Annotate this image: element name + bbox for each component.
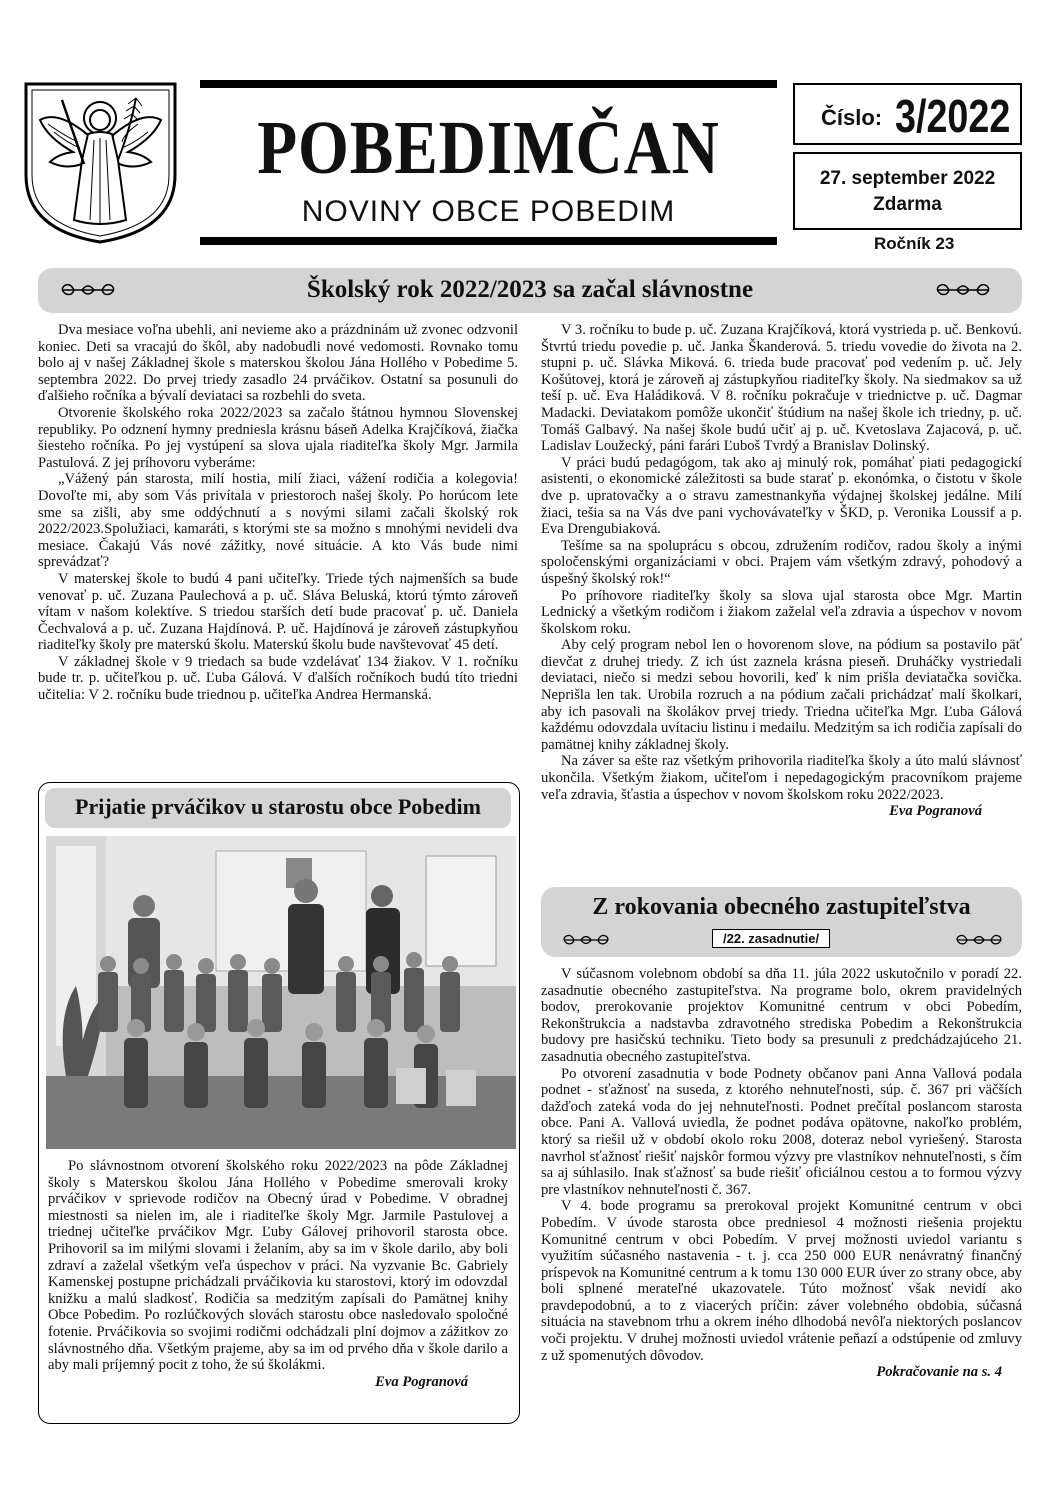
issue-price: Zdarma: [873, 194, 942, 215]
paragraph: Dva mesiace voľna ubehli, ani nevieme ako a prázdninám už zvonec odzvonil koniec. Deti sa vracajú do škôl, aby nadobudli nové vedomosti. Rovnako tomu bolo aj v našej Základnej škole s materskou školou Jána Hollého v Pobedime 5. septembra 2022. Do prvej triedy zasadlo 24 prváčikov. Ostatní sa posunuli do ďalšieho ročníka a bývalí deviataci sa rozbehli do sveta.: [38, 322, 518, 405]
newspaper-title: POBEDIMČAN: [257, 106, 720, 190]
date-box: [793, 152, 1022, 230]
paragraph: V materskej škole to budú 4 pani učiteľky. Triede tých najmenších sa bude venovať p. uč. Zuzana Paulechová a p. uč. Sláva Beluská, ktorú týmto zároveň vítam v našom kolektíve. S triedou starších detí bude pracovať p. uč. Daniela Čechvalová a p. uč. Zuzana Hajdínová. P. uč. Hajdínová je zároveň zástupkyňou riaditeľky školy pre materskú školu. Materskú školu bude navštevovať 45 detí.: [38, 570, 518, 654]
scroll-ornament-icon: [935, 280, 991, 300]
council-article-title: Z rokovania obecného zastupiteľstva: [592, 894, 971, 920]
masthead-top-rule: [200, 80, 777, 88]
newspaper-subtitle: NOVINY OBCE POBEDIM: [301, 195, 676, 228]
scroll-ornament-icon: [562, 931, 610, 949]
paragraph: V 4. bode programu sa prerokoval projekt Komunitné centrum v obci Pobedím. V úvode starosta obce predniesol 4 možnosti riešenia projektu Komunitné centrum v obci Pobedím. V prvej možnosti uviedol variantu s využitím súčasného nastavenia - t. j. cca 250 000 EUR nenávratný finančný príspevok na Komunitné centrum a k tomu 130 000 EUR úver zo strany obce, aby boli splnené merateľné ukazovatele. Túto možnosť však nevidí ako pravdepodobnú, a to z viacerých príčin: záver volebného obdobia, súčasná situácia na stavebnom trhu a okrem iného dlhodobá nevôľa niektorých poslancov voči projektu. V druhej možnosti uviedol vrátenie peňazí a odstúpenie od zmluvy z už spomenutých dôvodov.: [541, 1198, 1022, 1364]
paragraph: V základnej škole v 9 triedach sa bude vzdelávať 134 žiakov. V 1. ročníku bude tr. p. učiteľkou p. uč. Ľuba Gálová. V ďalších ročníkoch budú títo triedni učitelia: V 2. ročníku bude triednou p. učiteľka Andrea Hermanská.: [38, 653, 518, 704]
paragraph: V práci budú pedagógom, tak ako aj minulý rok, pomáhať piati pedagogickí asistenti, o ekonomické záležitosti sa bude starať p. ekonómka, o čistotu v škole dve p. upratovačky a o stravu zamestnankyňa výdajnej školskej jedálne. Milí žiaci, tešia sa na Vás dve pani vychovávateľky v ŠKD, p. Veronika Loussif a p. Eva Drengubiaková.: [541, 454, 1022, 538]
paragraph: Po slávnostnom otvorení školského roku 2022/2023 na pôde Základnej školy s Materskou školou Jána Hollého v Pobedime smerovali kroky prváčikov v sprievode rodičov na Obecný úrad v Pobedime. V obradnej miestnosti sa nielen im, ale i riaditeľke školy Mgr. Jarmile Pastulovej a triednej učiteľke prváčikov Mgr. Ľuby Gálovej prihovoril starosta obce. Prihovoril sa im milými slovami i želaním, aby sa im v škole darilo, aby boli zdraví a zaželal všetkým veľa úspechov v práci. Na vyzvanie Bc. Gabriely Kamenskej postupne prichádzali prváčikovia ku starostovi, ktorý im odovzdal knižku a malú sladkosť. Rodičia sa medzitým zapísali do Pamätnej knihy Obce Pobedim. Po rozlúčkových slovách starostu obce nasledovalo spoločné fotenie. Prváčikovia so svojimi rodičmi odchádzali plní dojmov a zážitkov zo slávnostného dňa. Všetkým prajeme, aby sa im od prvého dňa v škole darilo a aby mali príjemný pocit z toho, že sú školákmi.: [48, 1158, 508, 1374]
paragraph: Tešíme sa na spoluprácu s obcou, združením rodičov, radou školy a inými spoločenskými organizáciami v obci. Prajem vám všetkým zdravý, pohodový a úspešný školský rok!“: [541, 537, 1022, 587]
angel-crest-icon: [18, 80, 183, 245]
issue-date: 27. september 2022: [819, 168, 996, 189]
paragraph: Na záver sa ešte raz všetkým prihovorila riaditeľka školy a úto malú slávnosť ukončila. Všetkým žiakom, učiteľom i nepedagogickým pracovníkom prajeme veľa zdravia, šťastia a úspechov v novom školskom roku 2022/2023.: [541, 753, 1022, 803]
box-article-signature: Eva Pogranová: [375, 1373, 468, 1390]
main-article-title: Školský rok 2022/2023 sa začal slávnostne: [306, 276, 754, 303]
issue-box: [793, 83, 1022, 145]
main-article-left-column: [38, 322, 518, 704]
issue-number: 3/2022: [895, 90, 1011, 142]
scroll-ornament-icon: [60, 280, 116, 300]
paragraph: „Vážený pán starosta, milí hostia, milí žiaci, vážení rodičia a kolegovia! Dovoľte mi, aby som Vás privítala v priestoroch našej školy. Po horúcom lete sme sa zišli, aby sme oddýchnutí a s novými silami začali školský rok 2022/2023.Spolužiaci, kamaráti, s ktorými ste sa možno s mnohými nevideli dva mesiace. Čakajú Vás nové zážitky, nové situácie. A kto Vás bude nimi sprevádzať?: [38, 471, 518, 571]
paragraph: Aby celý program nebol len o hovorenom slove, na pódium sa postavilo päť dievčat z druhej triedy. Z ich úst zaznela krásna pieseň. Druháčky vystriedali deviataci, niečo si medzi sebou hovorili, keď k nim prišla deviatačka sovička. Neprišla len tak. Urobila rozruch a na pódium začali prichádzať malí školkari, aby ich pasovali na školákov prvej triedy. Triedna učiteľka Mgr. Ľuba Gálová každému odovzdala uvítaciu listinu i medailu. Medzitým sa ich rodičia zapísali do pamätnej knihy základnej školy.: [541, 637, 1022, 753]
masthead-bottom-rule: [200, 237, 777, 245]
group-photo-icon: [46, 836, 516, 1149]
main-article-right-column: [541, 322, 1022, 820]
issue-label: Číslo:: [821, 105, 883, 130]
continued-link[interactable]: Pokračovanie na s. 4: [876, 1364, 1002, 1381]
main-article-signature: Eva Pogranová: [889, 803, 982, 820]
scroll-ornament-icon: [955, 931, 1003, 949]
box-article-body: [48, 1158, 508, 1390]
council-article-column: [541, 966, 1022, 1381]
paragraph: Po otvorení zasadnutia v bode Podnety občanov pani Anna Vallová podala podnet - sťažnosť na suseda, z ktorého nehnuteľnosti, súp. č. 367 pri väčších dažďoch zateká voda do jej nehnuteľnosti. Podnet prečítal poslancom starosta obce. Pani A. Vallová uviedla, že podnet podáva opätovne, nakoľko problém, ktorý sa riešil už v období okolo roku 2008, doteraz nebol vyriešený. Starosta navrhol sťažnosť riešiť najskôr formou výzvy pre vlastníkov nehnuteľnosti, s čím sa aj súhlasilo. Inak sťažnosť sa bude riešiť oficiálnou cestou a to formou výzvy pre vlastníkov nehnuteľnosti č. 367.: [541, 1065, 1022, 1198]
council-article-subtitle: /22. zasadnutie/: [712, 929, 830, 948]
box-article-title: Prijatie prváčikov u starostu obce Pobedim: [75, 794, 481, 819]
paragraph: V 3. ročníku to bude p. uč. Zuzana Krajčíková, ktorá vystrieda p. uč. Benkovú. Štvrtú triedu povedie p. uč. Janka Škanderová. 5. triedu vovedie do života na 2. stupni p. uč. Slávka Miková. 6. trieda bude pracovať pod vedením p. uč. Jely Košútovej, ktorá je zároveň aj zástupkyňou riaditeľky školy. Na siedmakov sa už teší p. uč. Eva Haládiková. V 8. ročníku pokračuje v triednictve p. uč. Dagmar Madacki. Deviatakom pomôže ukončiť štúdium na našej škole ich triedny, p. uč. Tomáš Galbavý. Na našej škole budú učiť aj p. uč. Kvetoslava Zajacová, p. uč. Ladislav Loužecký, páni farári Ľuboš Tvrdý a Branislav Dolinský.: [541, 322, 1022, 455]
paragraph: Otvorenie školského roka 2022/2023 sa začalo štátnou hymnou Slovenskej republiky. Po odznení hymny predniesla krásnu báseň Adelka Krajčíková, žiačka šiesteho ročníka. Po jej vystúpení sa slova ujala riaditeľka školy Mgr. Jarmila Pastulová. Z jej príhovoru vyberáme:: [38, 404, 518, 471]
paragraph: Po príhovore riaditeľky školy sa slova ujal starosta obce Mgr. Martin Lednický a všetkým rodičom i žiakom zaželal veľa zdravia a úspechov v novom školskom roku.: [541, 587, 1022, 637]
paragraph: V súčasnom volebnom období sa dňa 11. júla 2022 uskutočnilo v poradí 22. zasadnutie obecného zastupiteľstva. Na programe bolo, okrem pravidelných bodov, prerokovanie projektov Komunitné centrum v obci Pobedím, Rekonštrukcia a nadstavba zdravotného strediska Pobedim a Rekonštrukcia budovy pre hasičskú techniku. Tieto body sa presunuli z predchádzajúceho 21. zasadnutia obecného zastupiteľstva.: [541, 966, 1022, 1065]
volume-label: Ročník 23: [874, 234, 955, 253]
